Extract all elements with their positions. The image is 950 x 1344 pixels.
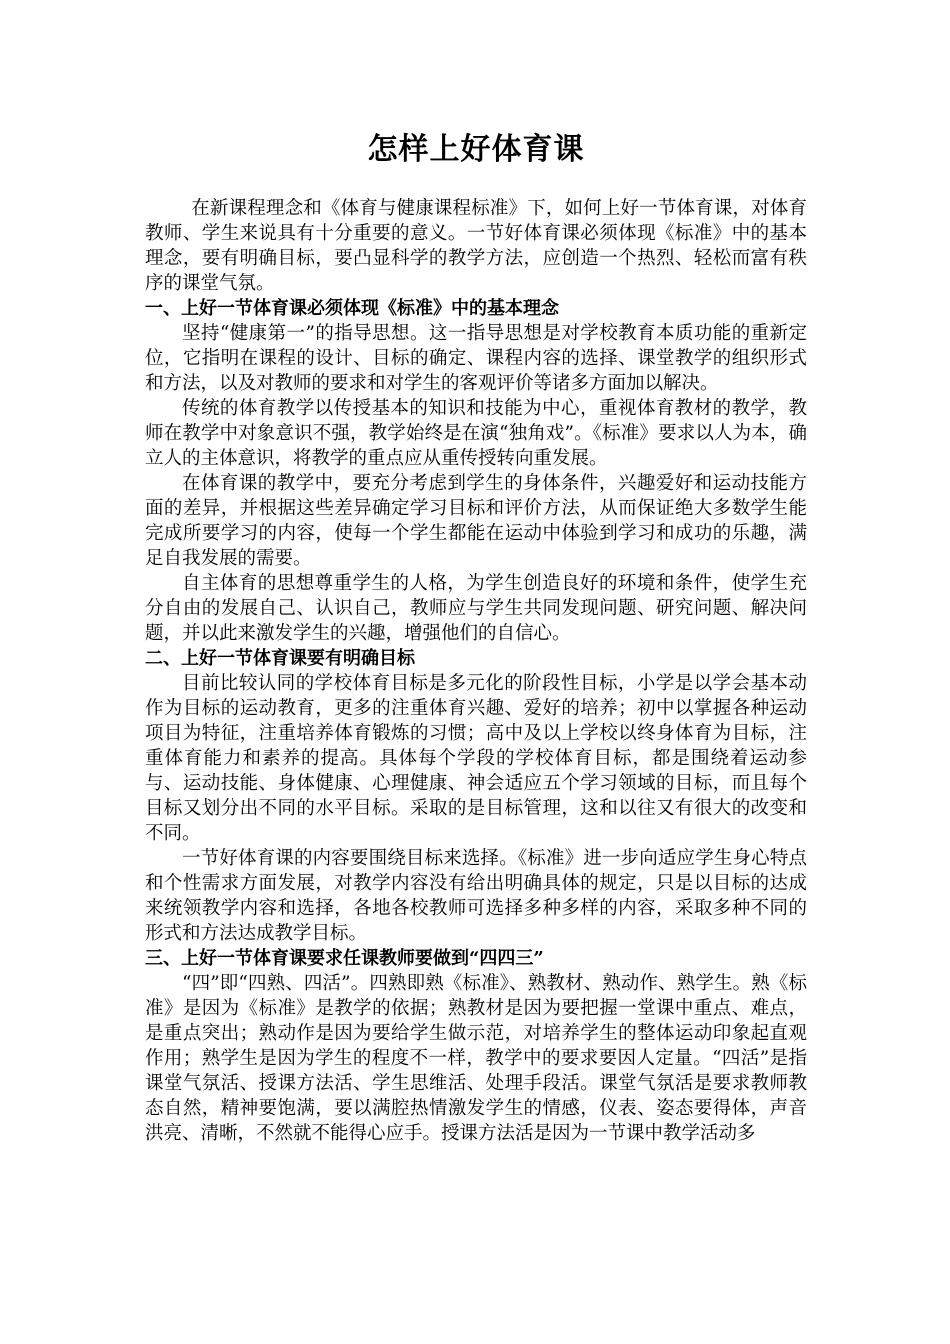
- paragraph: 自主体育的思想尊重学生的人格，为学生创造良好的环境和条件，使学生充分自由的发展自己、认识自己，教师应与学生共同发现问题、研究问题、解决问题，并以此来激发学生的兴趣，增强他们的自信心。: [145, 573, 807, 644]
- section-1: [145, 296, 807, 646]
- section-heading: 一、上好一节体育课必须体现《标准》中的基本理念: [145, 298, 559, 319]
- section-heading: 三、上好一节体育课要求任课教师要做到“四四三”: [145, 948, 544, 969]
- paragraph: 目前比较认同的学校体育目标是多元化的阶段性目标，小学是以学会基本动作为目标的运动教育，更多的注重体育兴趣、爱好的培养；初中以掌握各种运动项目为特征，注重培养体育锻炼的习惯；高中及以上学校以终身体育为目标，注重体育能力和素养的提高。具体每个学段的学校体育目标，都是围绕着运动参与、运动技能、身体健康、心理健康、神会适应五个学习领域的目标，而且每个目标又划分出不同的水平目标。采取的是目标管理，这和以往又有很大的改变和不同。: [145, 673, 807, 844]
- paragraph: “四”即“四熟、四活”。四熟即熟《标准》、熟教材、熟动作、熟学生。熟《标准》是因为《标准》是教学的依据；熟教材是因为要把握一堂课中重点、难点，是重点突出；熟动作是因为要给学生做示范，对培养学生的整体运动印象起直观作用；熟学生是因为学生的程度不一样，教学中的要求要因人定量。“四活”是指课堂气氛活、授课方法活、学生思维活、处理手段活。课堂气氛活是要求教师教态自然，精神要饱满，要以满腔热情激发学生的情感，仪表、姿态要得体，声音洪亮、清晰，不然就不能得心应手。授课方法活是因为一节课中教学活动多: [145, 973, 807, 1144]
- section-heading: 二、上好一节体育课要有明确目标: [145, 648, 415, 669]
- paragraph: 在体育课的教学中，要充分考虑到学生的身体条件，兴趣爱好和运动技能方面的差异，并根据这些差异确定学习目标和评价方法，从而保证绝大多数学生能完成所要学习的内容，使每一个学生都能在运动中体验到学习和成功的乐趣，满足自我发展的需要。: [145, 473, 807, 569]
- document-page: [145, 128, 807, 1146]
- section-3: [145, 946, 807, 1146]
- page-title: 怎样上好体育课: [367, 132, 585, 167]
- paragraph: 坚持“健康第一”的指导思想。这一指导思想是对学校教育本质功能的重新定位，它指明在课程的设计、目标的确定、课程内容的选择、课堂教学的组织形式和方法，以及对教师的要求和对学生的客观评价等诸多方面加以解决。: [145, 323, 807, 394]
- section-2: [145, 646, 807, 946]
- paragraph: 传统的体育教学以传授基本的知识和技能为中心，重视体育教材的教学，教师在教学中对象意识不强，教学始终是在演“独角戏”。《标准》要求以人为本，确立人的主体意识，将教学的重点应从重传授转向重发展。: [145, 398, 807, 469]
- paragraph: 一节好体育课的内容要围绕目标来选择。《标准》进一步向适应学生身心特点和个性需求方面发展，对教学内容没有给出明确具体的规定，只是以目标的达成来统领教学内容和选择，各地各校教师可选择多种多样的内容，采取多种不同的形式和方法达成教学目标。: [145, 848, 807, 944]
- intro-paragraph: 在新课程理念和《体育与健康课程标准》下，如何上好一节体育课，对体育教师、学生来说具有十分重要的意义。一节好体育课必须体现《标准》中的基本理念，要有明确目标，要凸显科学的教学方法，应创造一个热烈、轻松而富有秩序的课堂气氛。: [145, 198, 807, 294]
